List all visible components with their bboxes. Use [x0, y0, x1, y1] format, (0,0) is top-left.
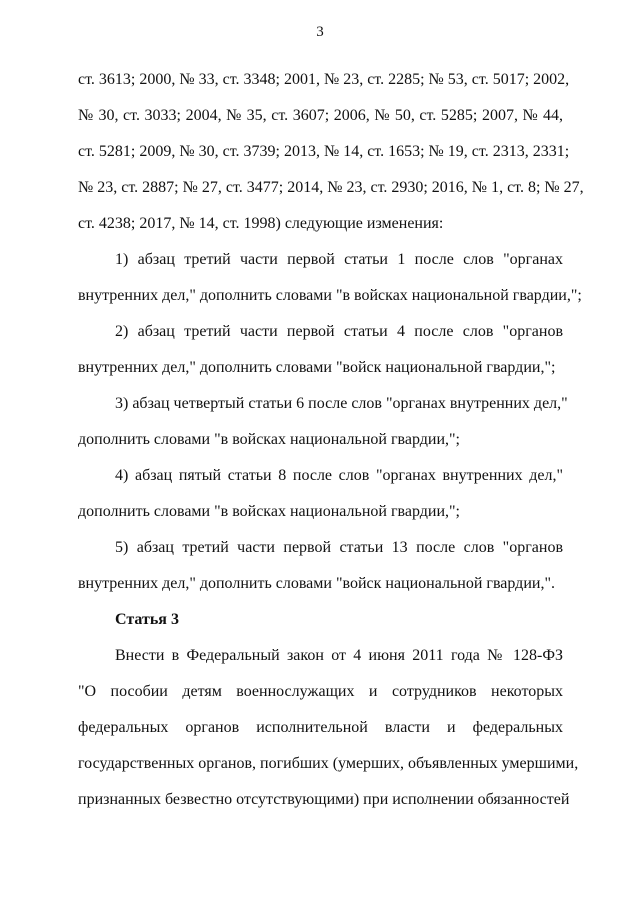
list-item: [78, 530, 563, 602]
text-line: ст. 4238; 2017, № 14, ст. 1998) следующие изменения:: [78, 215, 444, 232]
text-line: 2) абзац третий части первой статьи 4 после слов "органов: [115, 323, 563, 340]
document-body: [78, 62, 584, 818]
text-line: Внести в Федеральный закон от 4 июня 2011 года № 128-ФЗ: [115, 647, 563, 664]
article-heading: Статья 3: [115, 611, 179, 628]
text-line: дополнить словами "в войсках национальной гвардии,";: [78, 503, 460, 520]
text-line: государственных органов, погибших (умерших, объявленных умершими,: [78, 755, 579, 772]
text-line: дополнить словами "в войсках национальной гвардии,";: [78, 431, 460, 448]
list-item: [78, 458, 563, 530]
intro-paragraph: [78, 62, 584, 242]
list-item: [78, 386, 568, 458]
list-item: [78, 242, 582, 314]
text-line: № 30, ст. 3033; 2004, № 35, ст. 3607; 2006, № 50, ст. 5285; 2007, № 44,: [78, 107, 563, 124]
text-line: признанных безвестно отсутствующими) при исполнении обязанностей: [78, 791, 570, 808]
text-line: "О пособии детям военнослужащих и сотрудников некоторых: [78, 683, 563, 700]
text-line: 4) абзац пятый статьи 8 после слов "органах внутренних дел,": [115, 467, 563, 484]
page-number: 3: [316, 24, 324, 40]
article-paragraph: [78, 638, 579, 818]
text-line: 3) абзац четвертый статьи 6 после слов "органах внутренних дел,": [115, 395, 568, 412]
text-line: ст. 5281; 2009, № 30, ст. 3739; 2013, № 14, ст. 1653; № 19, ст. 2313, 2331;: [78, 143, 570, 160]
text-line: 5) абзац третий части первой статьи 13 после слов "органов: [115, 539, 563, 556]
text-line: федеральных органов исполнительной власти и федеральных: [78, 719, 563, 736]
text-line: 1) абзац третий части первой статьи 1 после слов "органах: [115, 251, 563, 268]
text-line: № 23, ст. 2887; № 27, ст. 3477; 2014, № 23, ст. 2930; 2016, № 1, ст. 8; № 27,: [78, 179, 584, 196]
text-line: внутренних дел," дополнить словами "войск национальной гвардии,";: [78, 359, 556, 376]
list-item: [78, 314, 563, 386]
text-line: ст. 3613; 2000, № 33, ст. 3348; 2001, № 23, ст. 2285; № 53, ст. 5017; 2002,: [78, 71, 570, 88]
text-line: внутренних дел," дополнить словами "в войсках национальной гвардии,";: [78, 287, 582, 304]
text-line: внутренних дел," дополнить словами "войск национальной гвардии,".: [78, 575, 555, 592]
